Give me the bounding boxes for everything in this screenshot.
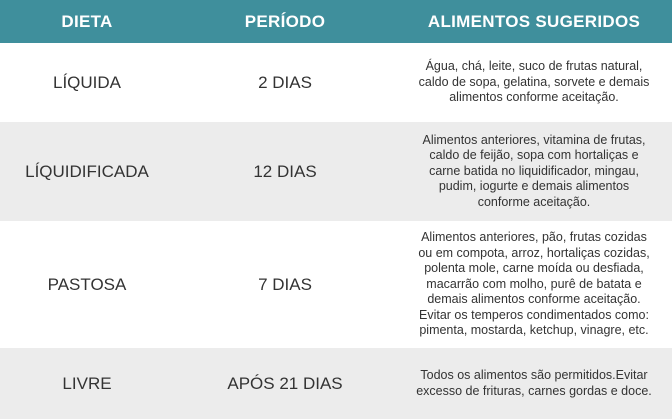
table-row [0, 43, 672, 122]
diet-cell: LIVRE [62, 373, 112, 393]
foods-cell: Água, chá, leite, suco de frutas natural, caldo de sopa, gelatina, sorvete e demais alimentos conforme aceitação. [418, 59, 650, 105]
table-row [0, 348, 672, 419]
table-header [0, 0, 672, 43]
period-cell: APÓS 21 DIAS [227, 373, 343, 393]
diet-cell: LÍQUIDIFICADA [25, 161, 149, 181]
header-foods: ALIMENTOS SUGERIDOS [427, 11, 641, 31]
table-row [0, 122, 672, 221]
diet-cell: PASTOSA [47, 274, 127, 294]
foods-cell: Alimentos anteriores, vitamina de frutas, caldo de feijão, sopa com hortaliças e carne batida no liquidificador, mingau, pudim, iogurte e demais alimentos conforme aceitação. [422, 132, 646, 209]
period-cell: 12 DIAS [253, 161, 317, 181]
period-cell: 2 DIAS [258, 72, 312, 92]
diet-cell: LÍQUIDA [52, 72, 122, 92]
foods-cell: Alimentos anteriores, pão, frutas cozidas ou em compota, arroz, hortaliças cozidas, polenta mole, carne moída ou desfiada, macarrão com molho, purê de batata e demais alimentos conforme aceitação. Evitar os temperos condimentados como: pimenta, mostarda, ketchup, vinagre, etc. [418, 230, 650, 338]
table-row [0, 221, 672, 348]
header-period: PERÍODO [244, 11, 326, 31]
period-cell: 7 DIAS [258, 274, 312, 294]
header-diet: DIETA [61, 11, 113, 31]
foods-cell: Todos os alimentos são permitidos.Evitar excesso de frituras, carnes gordas e doce. [416, 368, 652, 398]
